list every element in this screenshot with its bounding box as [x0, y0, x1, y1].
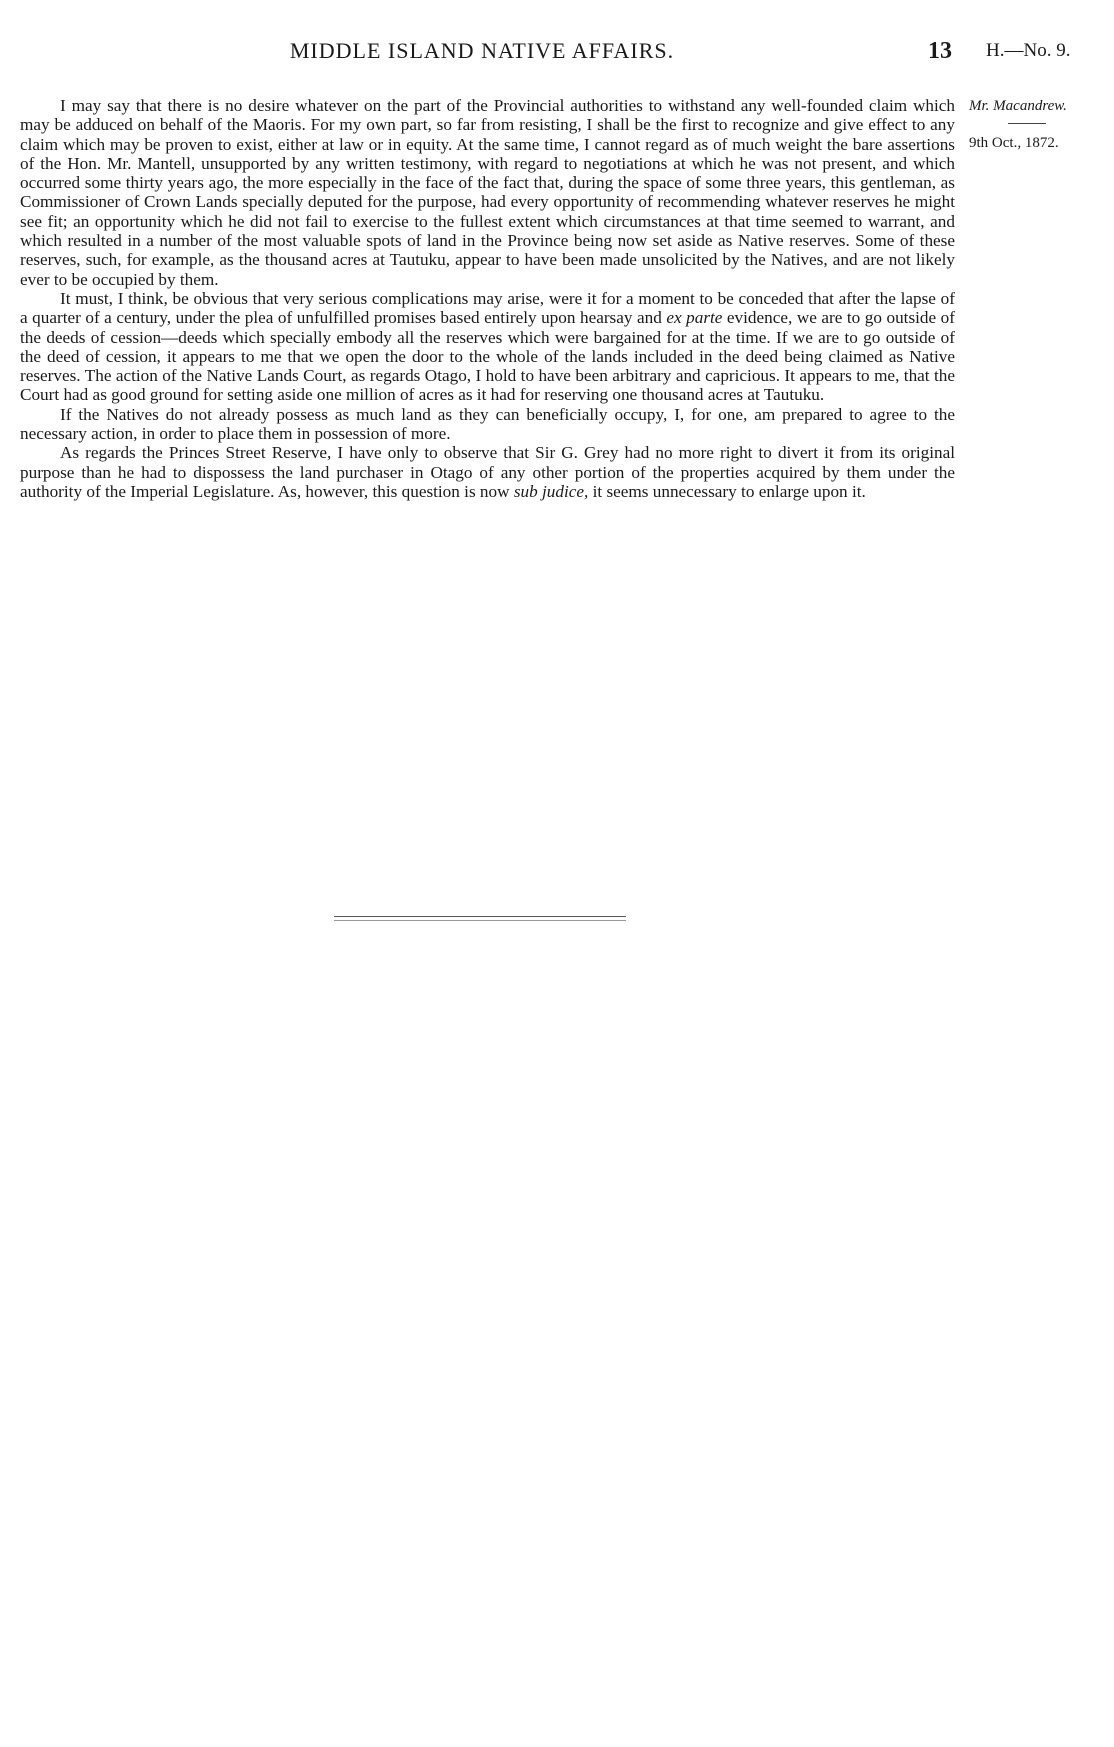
- paragraph-4-text-end: it seems unnecessary to enlarge upon it.: [588, 481, 866, 501]
- paragraph-3: [20, 405, 955, 444]
- paragraph-3-text: If the Natives do not already possess as much land as they can beneficially occupy, I, for one, am prepared to agree to the necessary action, in order to place them in possession of more.: [20, 404, 955, 444]
- page-number: 13: [928, 38, 952, 64]
- body-text: [20, 96, 955, 501]
- paragraph-4-text-start: As regards the Princes Street Reserve, I have only to observe that Sir G. Grey had no more right to divert it from its original purpose than he had to dispossess the land purchaser in Otago of any other portion of the properties acquired by them under the authority of the Imperial Legislature. As, however, this question is now: [20, 443, 955, 501]
- paragraph-2-text-end: evidence, we are to go outside of the deeds of cession—deeds which specially embody all the reserves which were bargained for at the time. If we are to go outside of the deed of cession, it appears to me that we open the door to the whole of the lands included in the deed being claimed as Native reserves. The action of the Native Lands Court, as regards Otago, I hold to have been arbitrary and capricious. It appears to me, that the Court had as good ground for setting aside one million of acres as it had for reserving one thousand acres at Tautuku.: [20, 308, 955, 405]
- document-reference: H.—No. 9.: [986, 40, 1071, 61]
- paragraph-4-latin-term: sub judice,: [513, 481, 589, 501]
- paragraph-1-text: I may say that there is no desire whatever on the part of the Provincial authorities to withstand any well-founded claim which may be adduced on behalf of the Maoris. For my own part, so far from resisting, I shall be the first to recognize and give effect to any claim which may be proven to exist, either at law or in equity. At the same time, I cannot regard as of much weight the bare assertions of the Hon. Mr. Mantell, unsupported by any written testimony, with regard to negotiations at which he was not present, and which occurred some thirty years ago, the more especially in the face of the fact that, during the space of some three years, this gentleman, as Commissioner of Crown Lands specially deputed for the purpose, had every opportunity of recommending whatever reserves he might see fit; an opportunity which he did not fail to exercise to the fullest extent which circumstances at that time seemed to warrant, and which resulted in a number of the most valuable spots of land in the Province being now set aside as Native reserves. Some of these reserves, such, for example, as the thousand acres at Tautuku, appear to have been made unsolicited by the Natives, and are not likely ever to be occupied by them.: [20, 96, 955, 289]
- margin-speaker-note: Mr. Macandrew.: [969, 98, 1067, 114]
- paragraph-4: [20, 443, 955, 501]
- running-title: MIDDLE ISLAND NATIVE AFFAIRS.: [289, 38, 675, 63]
- paragraph-2: [20, 289, 955, 405]
- closing-rule: [334, 916, 626, 921]
- paragraph-1: [20, 96, 955, 289]
- margin-date-note: 9th Oct., 1872.: [969, 135, 1059, 151]
- paragraph-2-text-start: It must, I think, be obvious that very serious complications may arise, were it for a moment to be conceded that after the lapse of a quarter of a century, under the plea of unfulfilled promises based entirely upon hearsay and: [20, 288, 955, 328]
- paragraph-2-latin-term: ex parte: [666, 308, 723, 328]
- margin-divider: [1008, 123, 1046, 124]
